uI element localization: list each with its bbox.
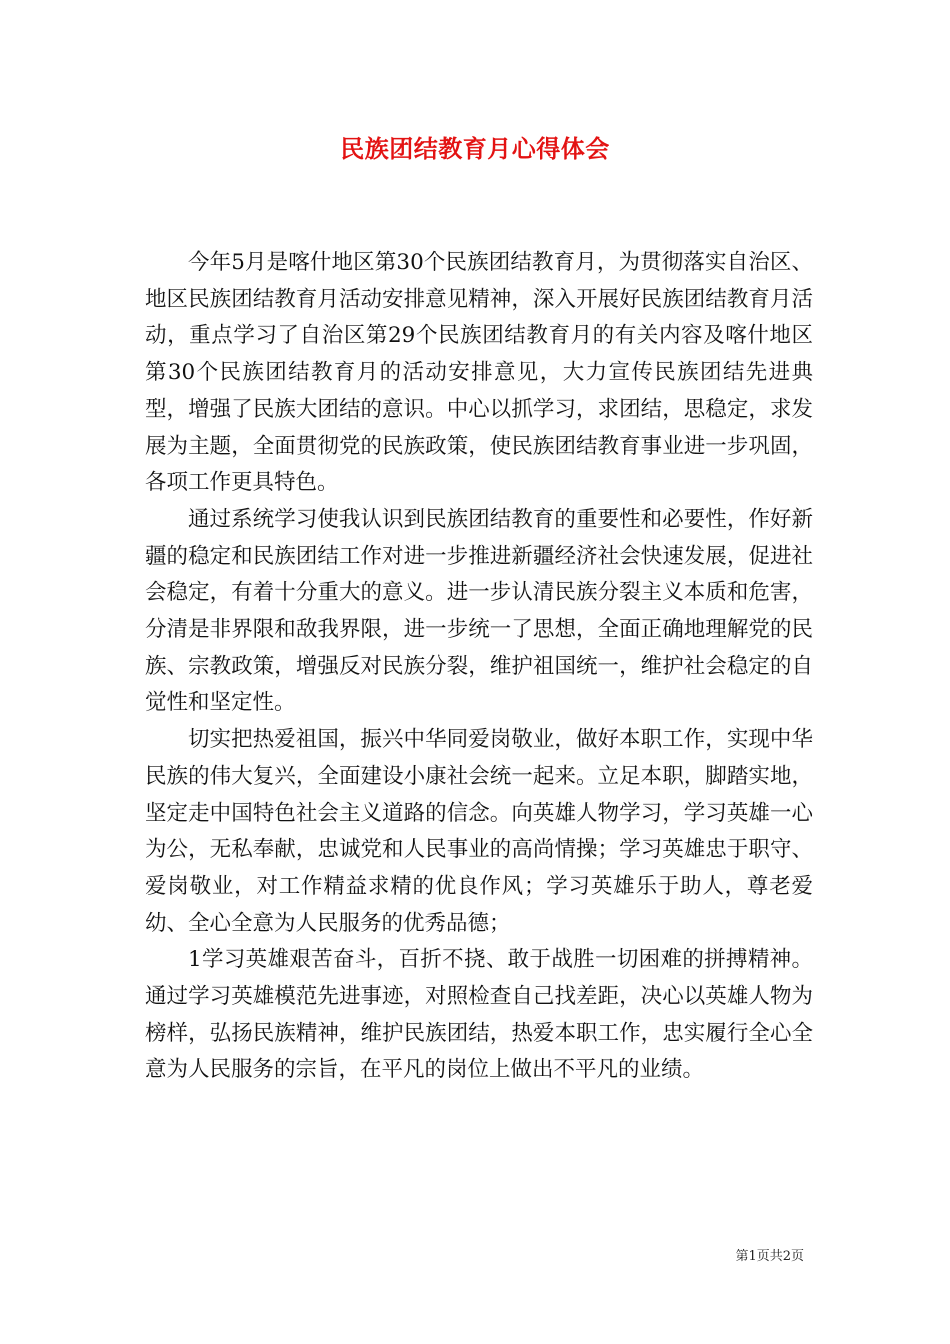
- paragraph-3: 切实把热爱祖国，振兴中华同爱岗敬业，做好本职工作，实现中华民族的伟大复兴，全面建设小康社会统一起来。立足本职，脚踏实地，坚定走中国特色社会主义道路的信念。向英雄人物学习，学习英雄一心为公，无私奉献，忠诚党和人民事业的高尚情操；学习英雄忠于职守、爱岗敬业，对工作精益求精的优良作风；学习英雄乐于助人，尊老爱幼、全心全意为人民服务的优秀品德；: [145, 727, 813, 936]
- document-title: 民族团结教育月心得体会: [340, 134, 610, 163]
- paragraph-2: 通过系统学习使我认识到民族团结教育的重要性和必要性，作好新疆的稳定和民族团结工作对进一步推进新疆经济社会快速发展，促进社会稳定，有着十分重大的意义。进一步认清民族分裂主义本质和危害，分清是非界限和敌我界限，进一步统一了思想，全面正确地理解党的民族、宗教政策，增强反对民族分裂，维护祖国统一，维护社会稳定的自觉性和坚定性。: [145, 506, 813, 716]
- paragraph-4: 1学习英雄艰苦奋斗，百折不挠、敢于战胜一切困难的拼搏精神。通过学习英雄模范先进事迹，对照检查自己找差距，决心以英雄人物为榜样，弘扬民族精神，维护民族团结，热爱本职工作，忠实履行全心全意为人民服务的宗旨，在平凡的岗位上做出不平凡的业绩。: [145, 947, 813, 1083]
- paragraph-1: 今年5月是喀什地区第30个民族团结教育月，为贯彻落实自治区、地区民族团结教育月活动安排意见精神，深入开展好民族团结教育月活动，重点学习了自治区第29个民族团结教育月的有关内容及喀什地区第30个民族团结教育月的活动安排意见，大力宣传民族团结先进典型，增强了民族大团结的意识。中心以抓学习，求团结，思稳定，求发展为主题，全面贯彻党的民族政策，使民族团结教育事业进一步巩固，各项工作更具特色。: [145, 250, 813, 496]
- document-body: [145, 245, 813, 1089]
- page-number-footer: 第1页共2页: [735, 1249, 804, 1264]
